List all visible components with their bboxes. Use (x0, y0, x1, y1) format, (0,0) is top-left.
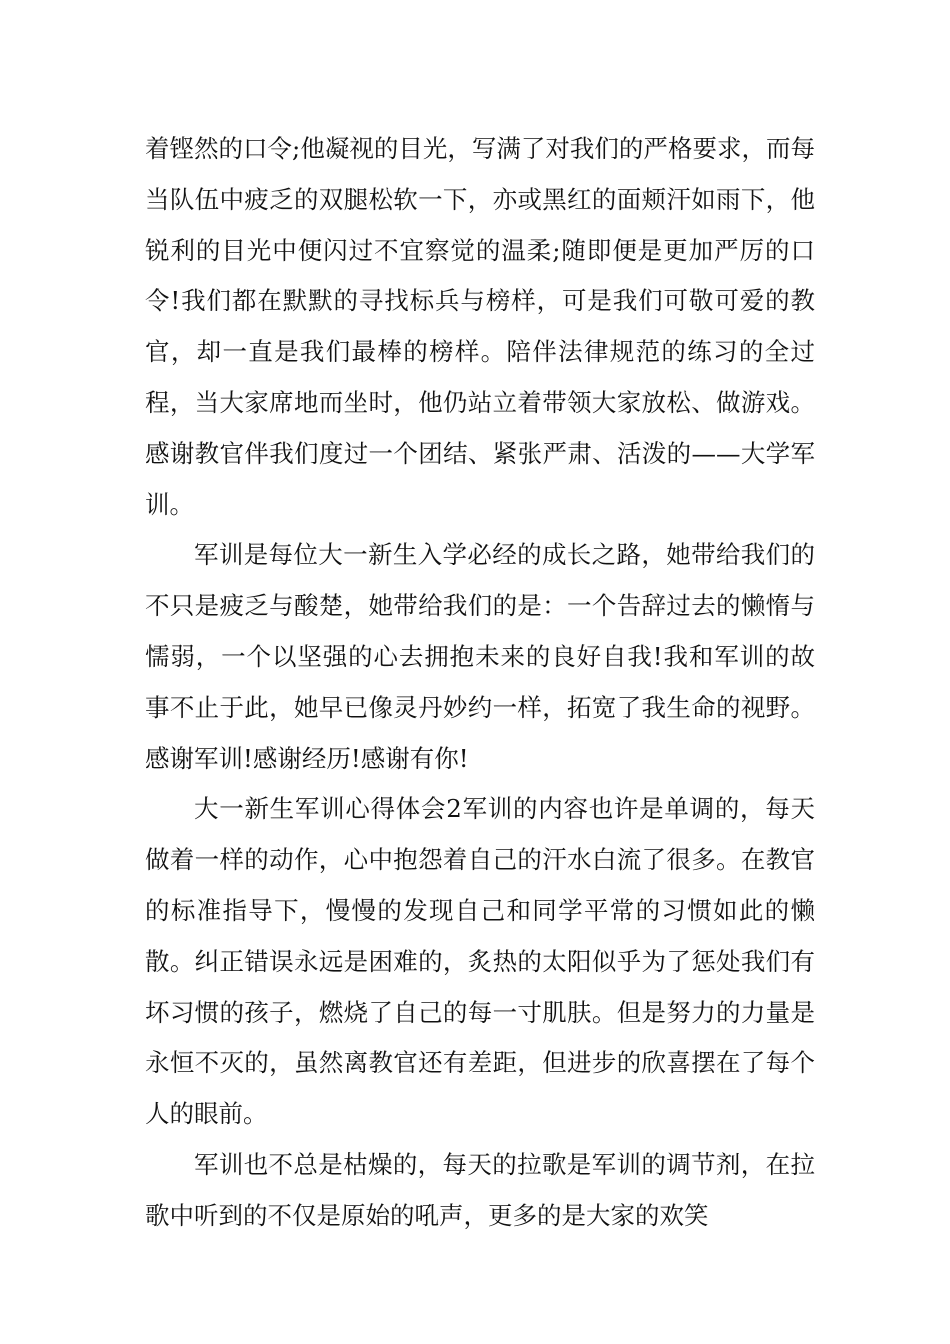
paragraph-3: 大一新生军训心得体会2军训的内容也许是单调的，每天做着一样的动作，心中抱怨着自己的汗水白流了很多。在教官的标准指导下，慢慢的发现自己和同学平常的习惯如此的懒散。纠正错误永远是困难的，炙热的太阳似乎为了惩处我们有坏习惯的孩子，燃烧了自己的每一寸肌肤。但是努力的力量是永恒不灭的，虽然离教官还有差距，但进步的欣喜摆在了每个人的眼前。 (145, 794, 815, 1129)
document-body (145, 124, 815, 1242)
paragraph-2: 军训是每位大一新生入学必经的成长之路，她带给我们的不只是疲乏与酸楚，她带给我们的是：一个告辞过去的懒惰与懦弱，一个以坚强的心去拥抱未来的良好自我!我和军训的故事不止于此，她早已像灵丹妙约一样，拓宽了我生命的视野。感谢军训!感谢经历!感谢有你! (145, 540, 815, 773)
paragraph-4: 军训也不总是枯燥的，每天的拉歌是军训的调节剂，在拉歌中听到的不仅是原始的吼声，更多的是大家的欢笑 (145, 1149, 815, 1230)
paragraph-1: 着铿然的口令;他凝视的目光，写满了对我们的严格要求，而每当队伍中疲乏的双腿松软一下，亦或黑红的面颊汗如雨下，他锐利的目光中便闪过不宜察觉的温柔;随即便是更加严厉的口令!我们都在默默的寻找标兵与榜样，可是我们可敬可爱的教官，却一直是我们最棒的榜样。陪伴法律规范的练习的全过程，当大家席地而坐时，他仍站立着带领大家放松、做游戏。感谢教官伴我们度过一个团结、紧张严肃、活泼的——大学军训。 (145, 134, 815, 519)
